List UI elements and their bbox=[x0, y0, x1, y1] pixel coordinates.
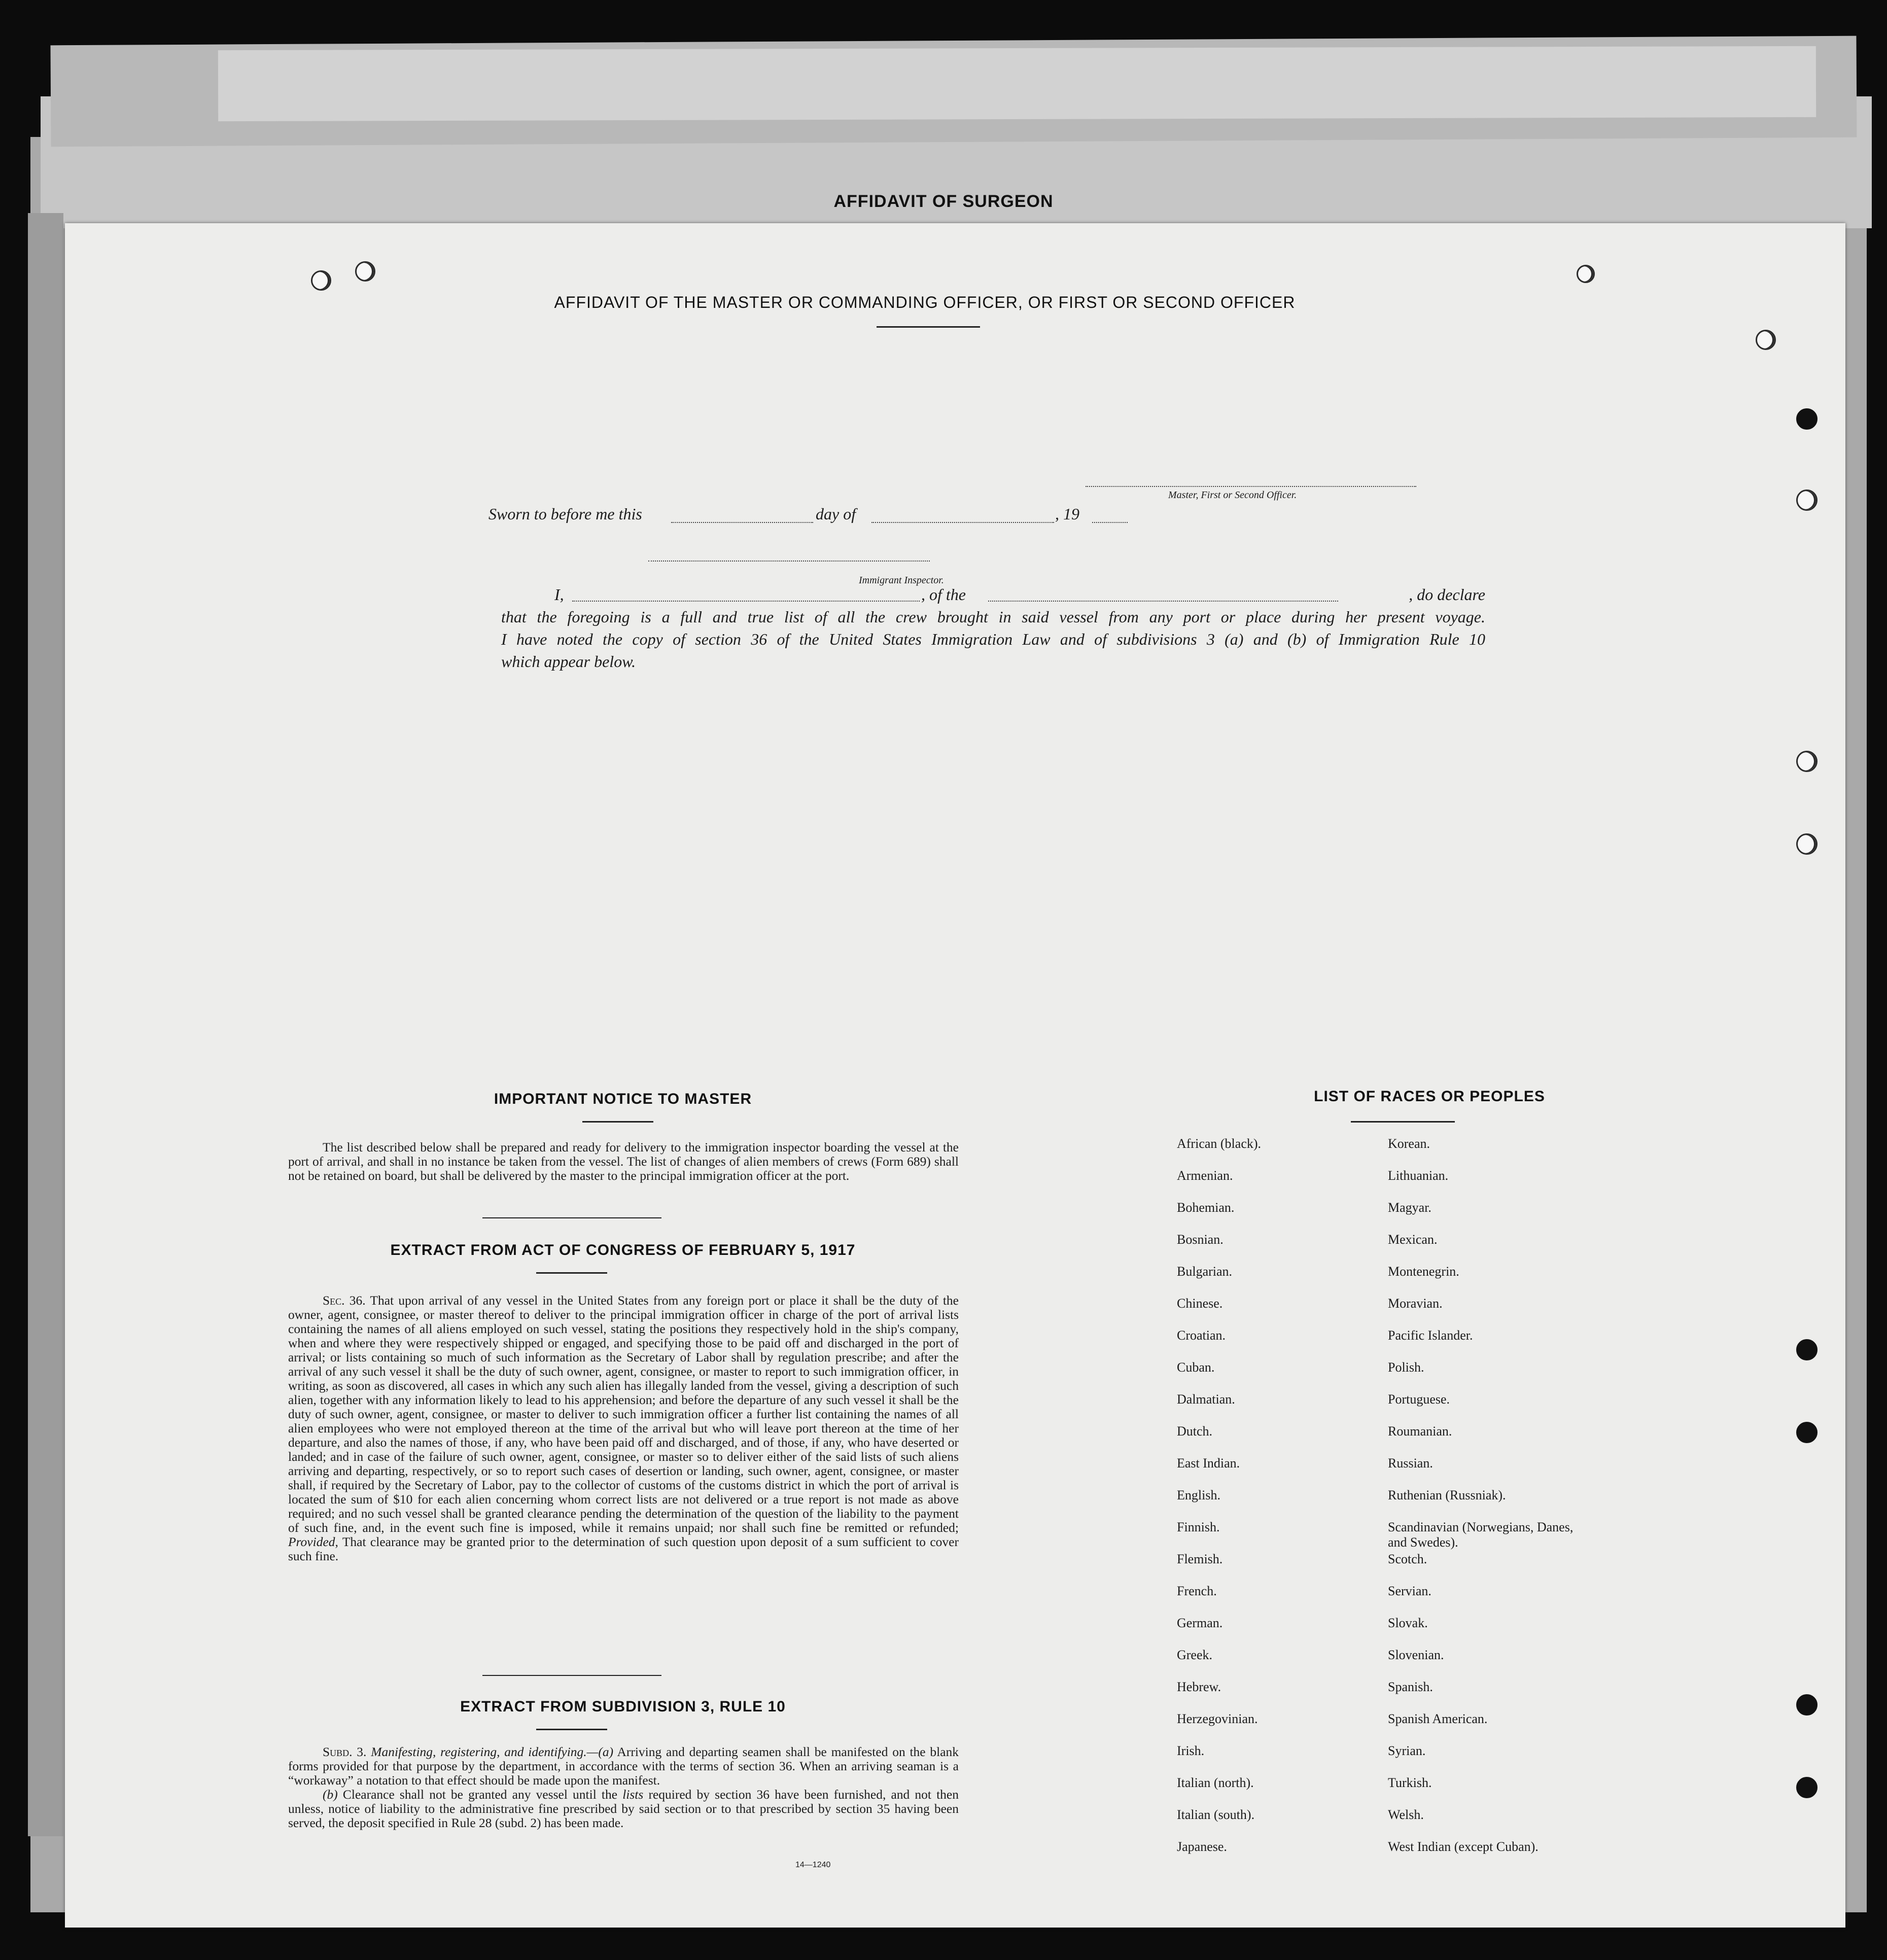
race-item: Mexican. bbox=[1388, 1232, 1438, 1247]
race-item: English. bbox=[1177, 1488, 1220, 1502]
sworn-prefix: Sworn to before me this bbox=[488, 505, 642, 523]
race-item: Spanish. bbox=[1388, 1679, 1433, 1694]
sworn-day-of: day of bbox=[816, 505, 856, 523]
declaration-line-2: that the foregoing is a full and true list of all the crew brought in said vessel from any port or place during her present voyage. bbox=[501, 608, 1485, 626]
sworn-year: , 19 bbox=[1055, 505, 1079, 523]
race-item: Italian (south). bbox=[1177, 1807, 1255, 1822]
race-item: Slovenian. bbox=[1388, 1648, 1444, 1662]
subd-para-b-1: Clearance shall not be granted any vessel until the bbox=[342, 1787, 618, 1802]
declaration-line-4: which appear below. bbox=[501, 652, 636, 671]
punch-hole-icon bbox=[1796, 408, 1818, 430]
race-item: Turkish. bbox=[1388, 1775, 1432, 1790]
provided-word: Provided, bbox=[288, 1534, 338, 1549]
punch-hole-icon bbox=[1796, 1422, 1818, 1443]
declaration-line-3: I have noted the copy of section 36 of the United States Immigration Law and of subdivisions 3 (a) and (b) of Immigration Rule 10 bbox=[501, 630, 1485, 648]
subd-heading: Manifesting, registering, and identifying.—(a) bbox=[371, 1744, 614, 1759]
punch-hole-icon bbox=[355, 261, 375, 282]
form-number: 14—1240 bbox=[795, 1861, 831, 1869]
race-item: Japanese. bbox=[1177, 1839, 1227, 1854]
subd-para-b-lists: lists bbox=[622, 1787, 644, 1802]
race-item: West Indian (except Cuban). bbox=[1388, 1839, 1539, 1854]
race-item: Pacific Islander. bbox=[1388, 1328, 1473, 1343]
declaration-text bbox=[501, 583, 1485, 673]
race-item: Montenegrin. bbox=[1388, 1264, 1459, 1279]
races-title: LIST OF RACES OR PEOPLES bbox=[1314, 1088, 1545, 1105]
notice-title-rule bbox=[582, 1121, 653, 1123]
binding-strip bbox=[28, 213, 63, 1836]
race-item: Irish. bbox=[1177, 1743, 1205, 1758]
punch-hole-icon bbox=[1796, 1339, 1818, 1360]
master-signature-field[interactable] bbox=[1086, 486, 1416, 487]
race-item: Ruthenian (Russniak). bbox=[1388, 1488, 1506, 1502]
race-item: Spanish American. bbox=[1388, 1711, 1488, 1726]
extract-act-title: EXTRACT FROM ACT OF CONGRESS OF FEBRUARY 5, 1917 bbox=[390, 1242, 856, 1258]
declaration-do-declare: , do declare bbox=[1409, 585, 1485, 604]
declaration-of-the: , of the bbox=[921, 585, 966, 604]
extract-rule-title: EXTRACT FROM SUBDIVISION 3, RULE 10 bbox=[460, 1698, 786, 1715]
master-signature-label: Master, First or Second Officer. bbox=[1168, 489, 1297, 501]
race-item: Finnish. bbox=[1177, 1520, 1220, 1534]
race-item: Hebrew. bbox=[1177, 1679, 1221, 1694]
race-item: Polish. bbox=[1388, 1360, 1424, 1375]
race-item: Dutch. bbox=[1177, 1424, 1213, 1439]
subd-label: Subd. 3. bbox=[323, 1744, 367, 1759]
inspector-signature-field[interactable] bbox=[648, 561, 930, 562]
race-item: Armenian. bbox=[1177, 1168, 1233, 1183]
race-item: French. bbox=[1177, 1584, 1217, 1598]
race-item: Scotch. bbox=[1388, 1552, 1427, 1566]
punch-hole-icon bbox=[1796, 489, 1818, 511]
subd-para-a: Arriving and departing seamen shall be manifested on the blank forms provided for that purpose by the department, in accordance with the terms of section 36. When an arriving seaman is a “workaway” a notation to that effect should be made upon the manifest. bbox=[288, 1744, 959, 1788]
back-page-title: AFFIDAVIT OF SURGEON bbox=[833, 192, 1054, 211]
race-item: Greek. bbox=[1177, 1648, 1213, 1662]
race-item: Cuban. bbox=[1177, 1360, 1215, 1375]
punch-hole-icon bbox=[1796, 751, 1818, 772]
races-right-column bbox=[1388, 1136, 1581, 1871]
form-sheet bbox=[65, 223, 1845, 1928]
officer-name-field[interactable] bbox=[572, 601, 920, 602]
race-item: Herzegovinian. bbox=[1177, 1711, 1258, 1726]
punch-hole-icon bbox=[311, 270, 331, 291]
race-item: Slovak. bbox=[1388, 1616, 1428, 1630]
race-item: Moravian. bbox=[1388, 1296, 1443, 1311]
race-item: Bosnian. bbox=[1177, 1232, 1224, 1247]
vessel-name-field[interactable] bbox=[988, 601, 1338, 602]
punch-hole-icon bbox=[1796, 1694, 1818, 1716]
race-item: Flemish. bbox=[1177, 1552, 1223, 1566]
race-item: Bulgarian. bbox=[1177, 1264, 1233, 1279]
sec-36-text-end: That clearance may be granted prior to the determination of such question upon deposit of a sum sufficient to cover such fine. bbox=[288, 1534, 959, 1563]
race-item: Croatian. bbox=[1177, 1328, 1226, 1343]
sworn-line bbox=[488, 505, 1199, 527]
race-item: Korean. bbox=[1388, 1136, 1430, 1151]
race-item: Servian. bbox=[1388, 1584, 1431, 1598]
subd-b-label: (b) bbox=[323, 1787, 338, 1802]
sworn-day-field[interactable] bbox=[671, 522, 813, 523]
extract-act-text bbox=[288, 1293, 959, 1563]
inspector-signature-label: Immigrant Inspector. bbox=[859, 575, 944, 586]
affidavit-title: AFFIDAVIT OF THE MASTER OR COMMANDING OFFICER, OR FIRST OR SECOND OFFICER bbox=[554, 293, 1296, 311]
notice-title: IMPORTANT NOTICE TO MASTER bbox=[494, 1091, 752, 1107]
race-item: Portuguese. bbox=[1388, 1392, 1450, 1407]
punch-hole-icon bbox=[1796, 833, 1818, 855]
race-item: Welsh. bbox=[1388, 1807, 1424, 1822]
extract-rule-title-rule bbox=[536, 1729, 607, 1730]
extract-act-title-rule bbox=[536, 1272, 607, 1274]
races-title-rule bbox=[1351, 1121, 1455, 1123]
notice-divider bbox=[482, 1217, 661, 1218]
race-item: Syrian. bbox=[1388, 1743, 1426, 1758]
back-page-tab bbox=[218, 46, 1816, 121]
race-item: Roumanian. bbox=[1388, 1424, 1452, 1439]
race-item: Bohemian. bbox=[1177, 1200, 1235, 1215]
punch-hole-icon bbox=[1577, 265, 1595, 283]
race-item: Magyar. bbox=[1388, 1200, 1431, 1215]
punch-hole-icon bbox=[1796, 1777, 1818, 1798]
race-item: East Indian. bbox=[1177, 1456, 1240, 1471]
race-item: Dalmatian. bbox=[1177, 1392, 1235, 1407]
notice-text: The list described below shall be prepared and ready for delivery to the immigration inspector boarding the vessel at the port of arrival, and shall in no instance be taken from the vessel. The list of changes of alien members of crews (Form 689) shall not be retained on board, but shall be delivered by the master to the principal immigration officer at the port. bbox=[288, 1140, 959, 1183]
race-item: German. bbox=[1177, 1616, 1223, 1630]
race-item: Russian. bbox=[1388, 1456, 1433, 1471]
declaration-i: I, bbox=[554, 585, 564, 604]
sec-36-text: That upon arrival of any vessel in the United States from any foreign port or place it shall be the duty of the owner, agent, consignee, or master thereof to deliver to the principal immigration officer in charge of the port of arrival lists containing the names of all aliens employed on such vessel, stating the positions they respectively hold in the ship's company, when and where they were respectively shipped or engaged, and specifying those to be paid off and discharged in the port of arrival; or lists containing so much of such information as the Secretary of Labor shall by regulation prescribe; and after the arrival of any such vessel it shall be the duty of such owner, agent, consignee, or master to report to such immigration officer, in writing, as soon as discovered, all cases in which any such alien has illegally landed from the vessel, giving a description of such alien, together with any information likely to lead to his apprehension; and before the departure of any such vessel it shall be the duty of such owner, agent, consignee, or master to deliver to such immigration officer a further list containing the names of all alien employees who were not employed thereon at the time of the arrival but who will leave port thereon at the time of her departure, and also the names of those, if any, who have been paid off and discharged, and of those, if any, who have deserted or landed; and in case of the failure of such owner, agent, consignee, or master so to deliver either of the said lists of such aliens arriving and departing, respectively, or so to report such cases of desertion or landing, such owner, agent, consignee, or master shall, if required by the Secretary of Labor, pay to the collector of customs of the customs district in which the port of arrival is located the sum of $10 for each alien concerning whom correct lists are not delivered or a true report is not made as above required; and no such vessel shall be granted clearance pending the determination of the question of the liability to the payment of such fine, and, in the event such fine is imposed, while it remains unpaid; nor shall such fine be remitted or refunded; bbox=[288, 1293, 959, 1535]
race-item: Scandinavian (Norwegians, Danes, and Swedes). bbox=[1388, 1520, 1574, 1550]
races-left-column bbox=[1177, 1136, 1261, 1871]
sworn-year-field[interactable] bbox=[1092, 522, 1128, 523]
race-item: Lithuanian. bbox=[1388, 1168, 1449, 1183]
subd-para-b-2: required by section 36 have been furnished, and not then unless, notice of liability to the administrative fine prescribed by said section or to that prescribed by section 35 having been served, the deposit specified in Rule 28 (subd. 2) has been made. bbox=[288, 1787, 959, 1830]
race-item: Chinese. bbox=[1177, 1296, 1223, 1311]
extract-act-divider bbox=[482, 1675, 661, 1676]
affidavit-title-rule bbox=[877, 326, 980, 328]
sec-label: Sec. 36. bbox=[323, 1293, 366, 1308]
race-item: Italian (north). bbox=[1177, 1775, 1254, 1790]
race-item: African (black). bbox=[1177, 1136, 1262, 1151]
extract-rule-text bbox=[288, 1745, 959, 1830]
punch-hole-icon bbox=[1756, 330, 1776, 350]
sworn-month-field[interactable] bbox=[871, 522, 1054, 523]
